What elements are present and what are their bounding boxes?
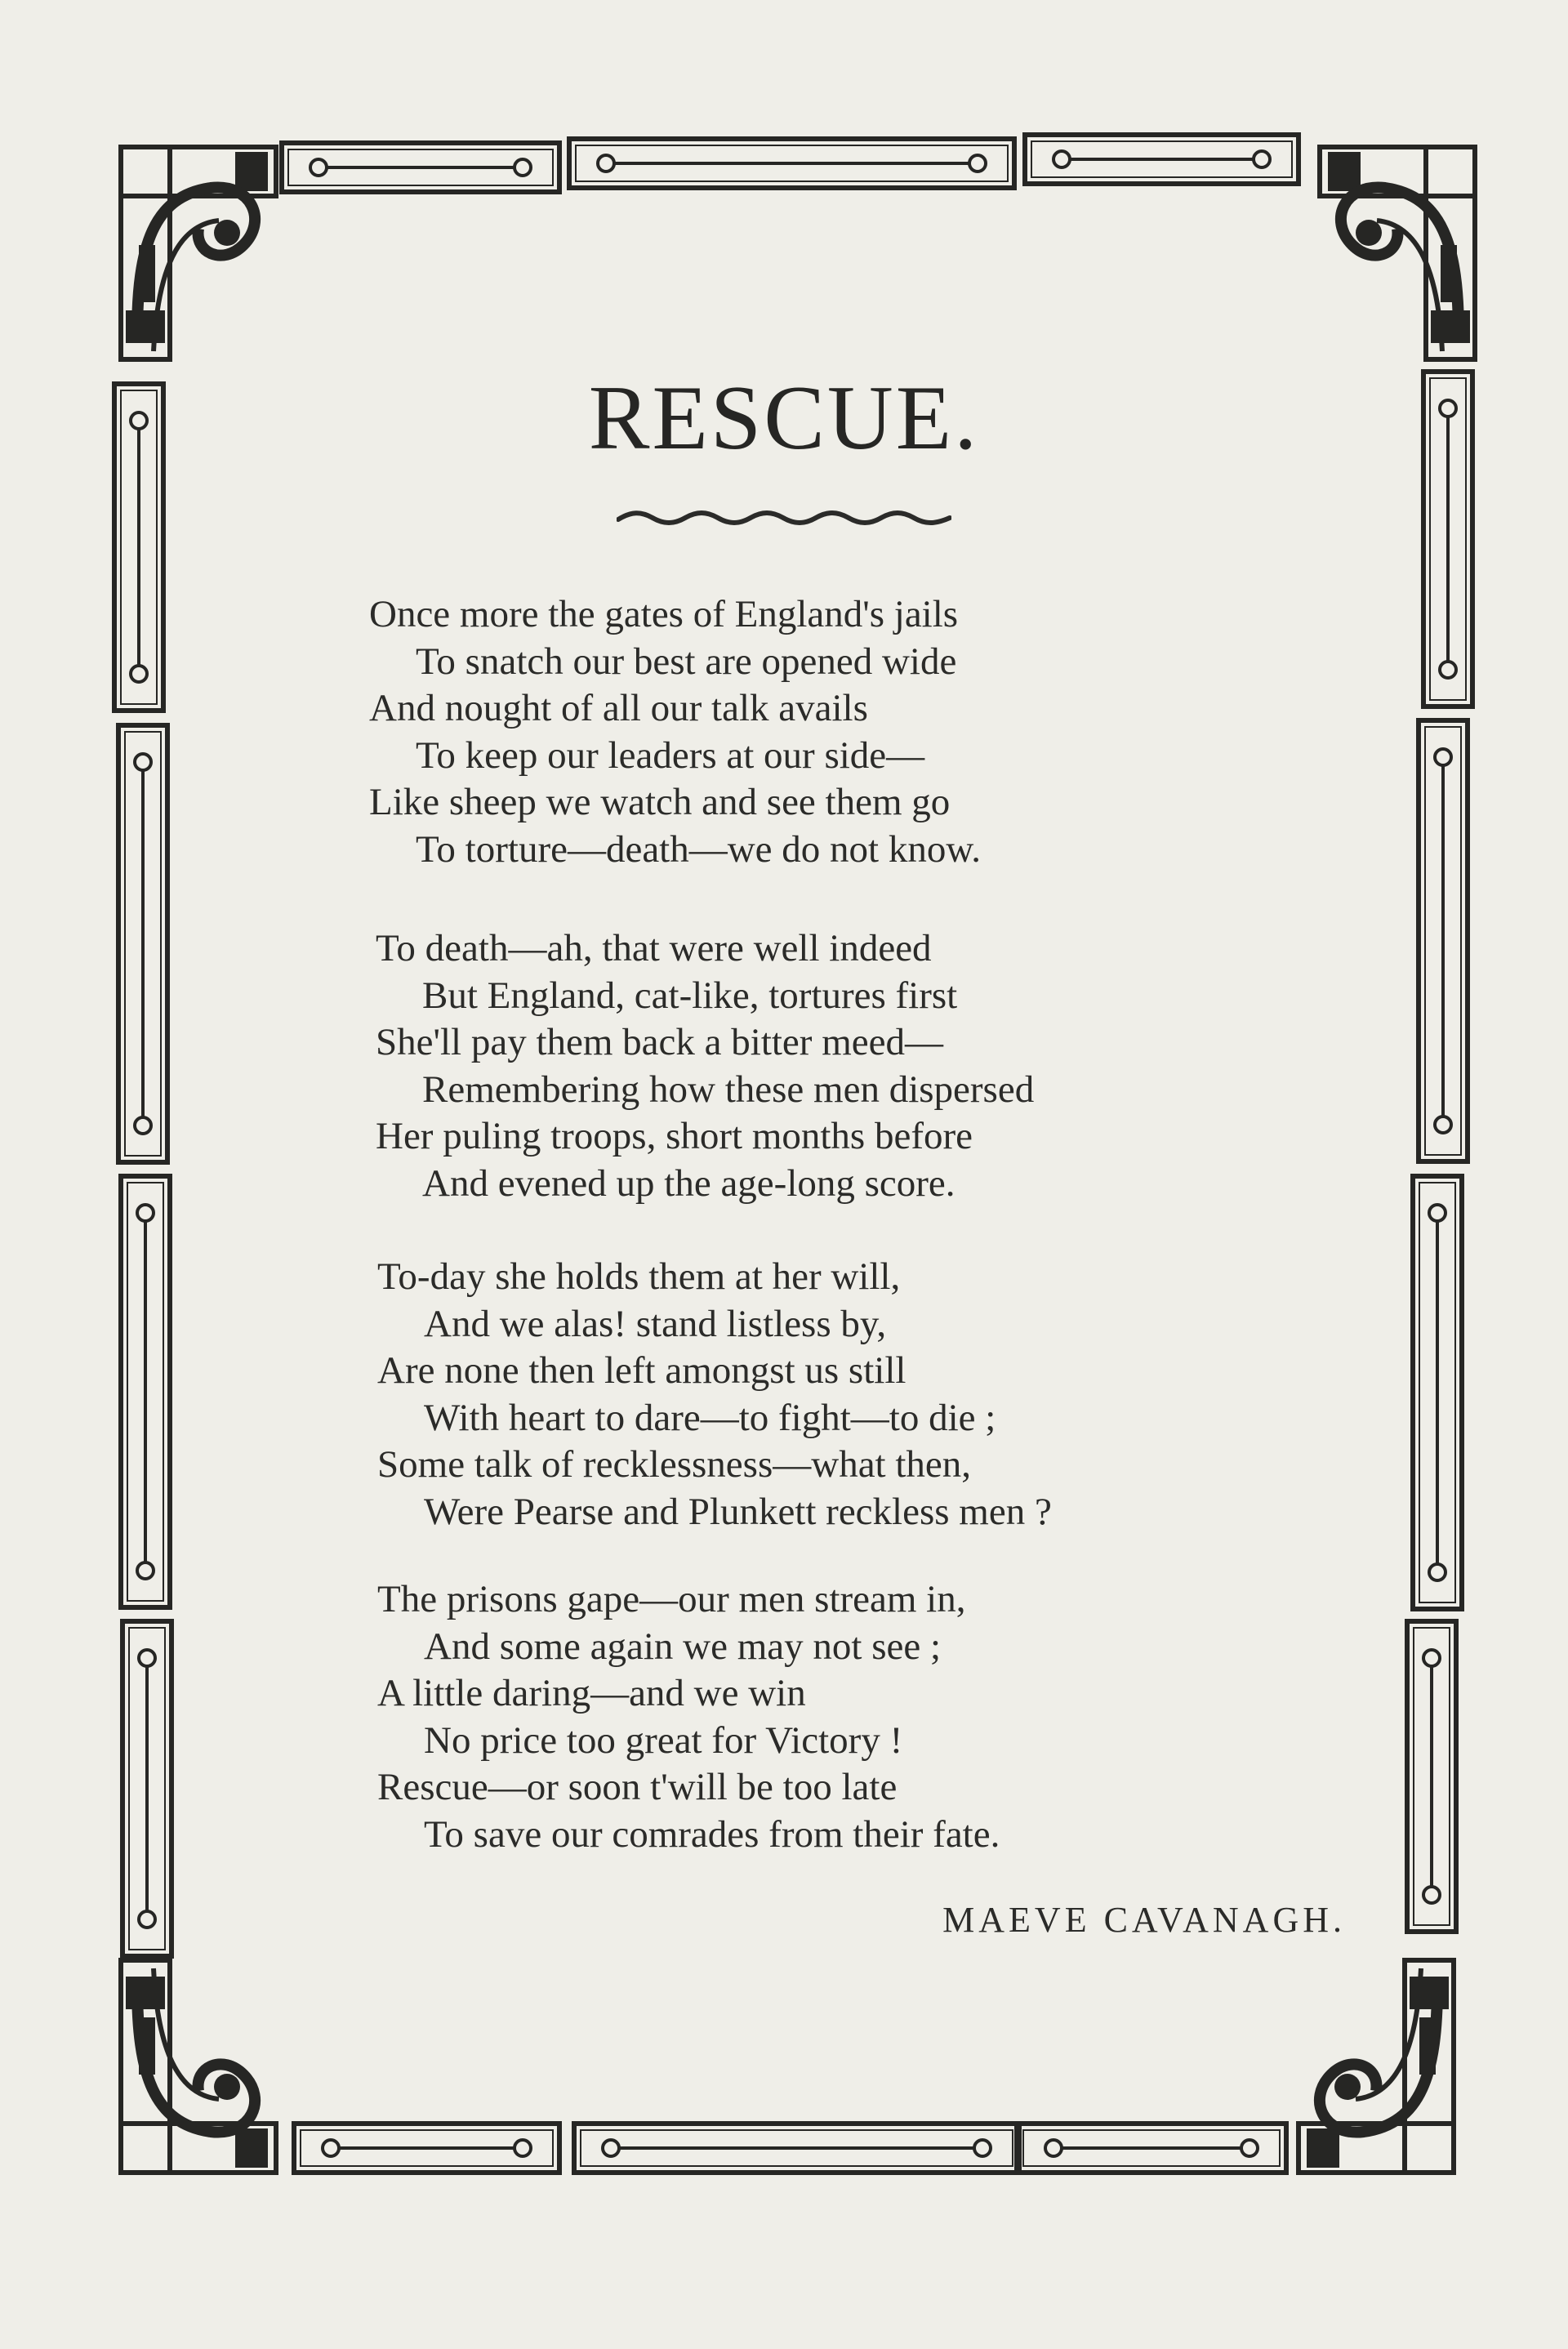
poem-line: She'll pay them back a bitter meed— <box>376 1021 943 1063</box>
poem-line: To save our comrades from their fate. <box>424 1812 1000 1856</box>
ring-ornament <box>310 159 327 176</box>
poem-line: Her puling troops, short months before <box>376 1115 973 1157</box>
poem-line: And nought of all our talk avails <box>369 687 868 729</box>
ring-ornament <box>1429 1205 1446 1221</box>
poem-title: RESCUE. <box>588 368 980 469</box>
poem-line: Once more the gates of England's jails <box>369 593 959 635</box>
poem-line: The prisons gape—our men stream in, <box>377 1578 966 1620</box>
poem-line: Like sheep we watch and see them go <box>369 781 951 823</box>
corner-scroll-ornament <box>121 147 276 359</box>
ring-ornament <box>974 2140 991 2156</box>
ring-ornament <box>1423 1650 1440 1666</box>
poem-line: No price too great for Victory ! <box>424 1718 903 1762</box>
poem-line: To death—ah, that were well indeed <box>376 927 932 969</box>
ring-ornament <box>137 1205 154 1221</box>
corner-scroll-ornament <box>1298 1960 1454 2173</box>
poem-line: A little daring—and we win <box>377 1672 806 1714</box>
ring-ornament <box>969 155 986 172</box>
ring-ornament <box>598 155 614 172</box>
ring-ornament <box>1435 1117 1451 1133</box>
poem-line: And evened up the age-long score. <box>422 1161 956 1205</box>
poem-line: With heart to dare—to fight—to die ; <box>424 1396 996 1439</box>
ring-ornament <box>1045 2140 1062 2156</box>
ring-ornament <box>137 1562 154 1579</box>
poem-line: To keep our leaders at our side— <box>416 733 925 777</box>
ring-ornament <box>135 754 151 770</box>
poem-line: But England, cat-like, tortures first <box>422 974 958 1017</box>
poem-line: And we alas! stand listless by, <box>424 1302 887 1345</box>
poem-line: Are none then left amongst us still <box>377 1349 906 1392</box>
ring-ornament <box>131 666 147 682</box>
ring-ornament <box>514 159 531 176</box>
ring-ornament <box>1435 749 1451 765</box>
ring-ornament <box>135 1117 151 1134</box>
poem-line: Remembering how these men dispersed <box>422 1068 1035 1111</box>
poem-line: To-day she holds them at her will, <box>377 1255 901 1298</box>
ring-ornament <box>603 2140 619 2156</box>
corner-scroll-ornament <box>121 1960 276 2173</box>
poem-line: And some again we may not see ; <box>424 1625 942 1668</box>
wavy-divider <box>617 506 951 531</box>
poem-line: To torture—death—we do not know. <box>416 827 981 871</box>
author-signature: MAEVE CAVANAGH. <box>942 1900 1346 1940</box>
ring-ornament <box>514 2140 531 2156</box>
corner-scroll-ornament <box>1320 147 1475 359</box>
ring-ornament <box>139 1650 155 1666</box>
poem-line: Some talk of recklessness—what then, <box>377 1443 972 1486</box>
ring-ornament <box>1254 151 1270 167</box>
poem-line: To snatch our best are opened wide <box>416 640 957 683</box>
ring-ornament <box>323 2140 339 2156</box>
ring-ornament <box>1429 1564 1446 1580</box>
poem-line: Were Pearse and Plunkett reckless men ? <box>424 1490 1052 1533</box>
ring-ornament <box>1241 2140 1258 2156</box>
poem-line: Rescue—or soon t'will be too late <box>377 1766 898 1808</box>
ring-ornament <box>1440 662 1456 678</box>
ring-ornament <box>139 1911 155 1928</box>
ring-ornament <box>1054 151 1070 167</box>
ring-ornament <box>1423 1887 1440 1903</box>
